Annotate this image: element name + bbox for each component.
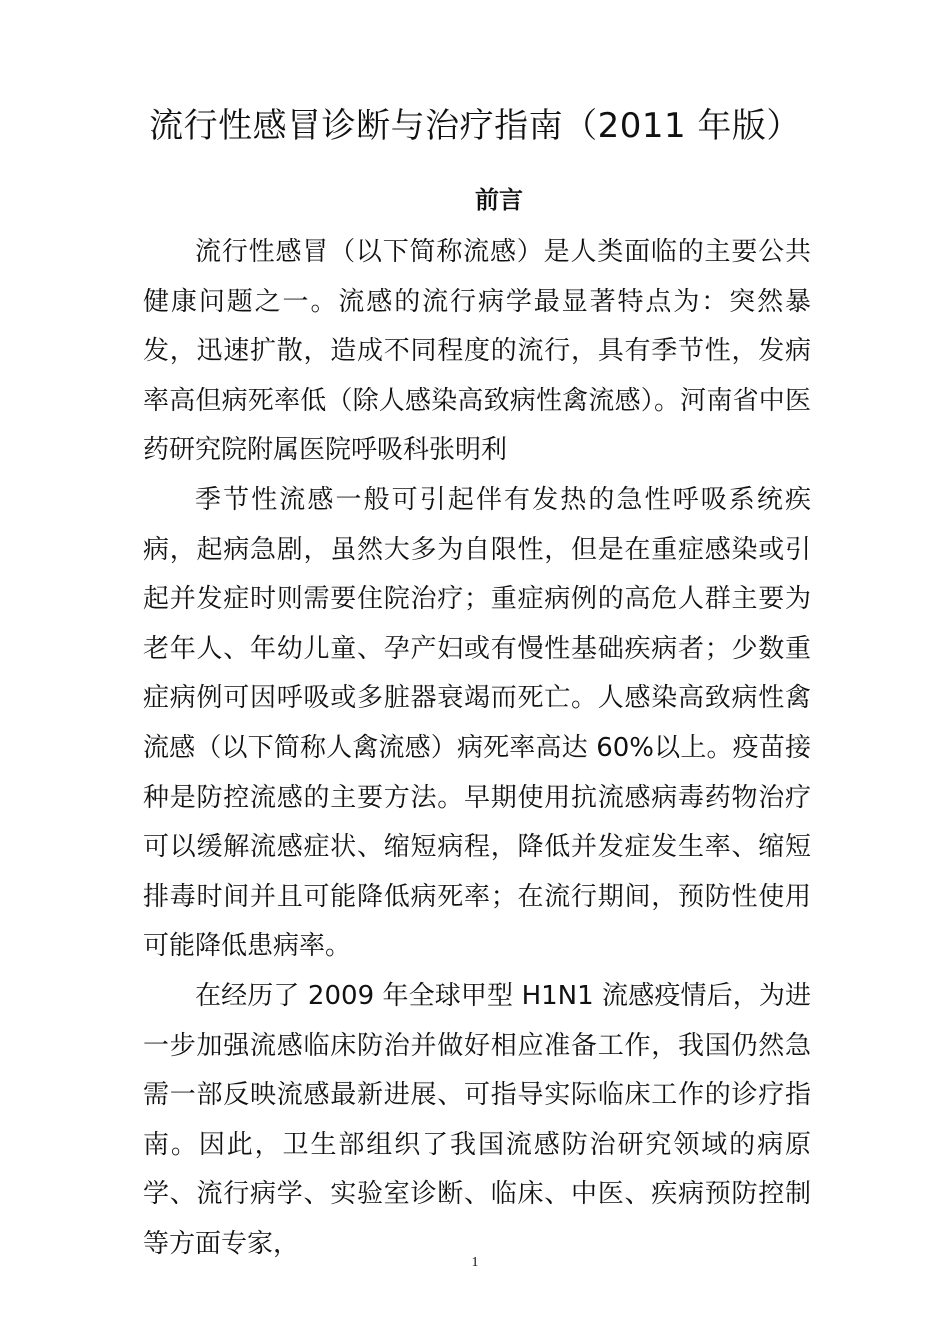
- section-heading-preface: 前言: [475, 186, 523, 214]
- document-body: [143, 228, 811, 1269]
- paragraph-3: 在经历了 2009 年全球甲型 H1N1 流感疫情后，为进一步加强流感临床防治并做好相应准备工作，我国仍然急需一部反映流感最新进展、可指导实际临床工作的诊疗指南。因此，卫生部组织了我国流感防治研究领域的病原学、流行病学、实验室诊断、临床、中医、疾病预防控制等方面专家，: [143, 980, 811, 1259]
- document-title: 流行性感冒诊断与治疗指南（2011 年版）: [149, 106, 801, 146]
- paragraph-1: 流行性感冒（以下简称流感）是人类面临的主要公共健康问题之一。流感的流行病学最显著特点为：突然暴发，迅速扩散，造成不同程度的流行，具有季节性，发病率高但病死率低（除人感染高致病性禽流感）。河南省中医药研究院附属医院呼吸科张明利: [143, 237, 811, 466]
- paragraph-2: 季节性流感一般可引起伴有发热的急性呼吸系统疾病，起病急剧，虽然大多为自限性，但是在重症感染或引起并发症时则需要住院治疗；重症病例的高危人群主要为老年人、年幼儿童、孕产妇或有慢性基础疾病者；少数重症病例可因呼吸或多脏器衰竭而死亡。人感染高致病性禽流感（以下简称人禽流感）病死率高达 60%以上。疫苗接种是防控流感的主要方法。早期使用抗流感病毒药物治疗可以缓解流感症状、缩短病程，降低并发症发生率、缩短排毒时间并且可能降低病死率；在流行期间，预防性使用可能降低患病率。: [143, 484, 811, 962]
- page-number: 1: [471, 1255, 479, 1270]
